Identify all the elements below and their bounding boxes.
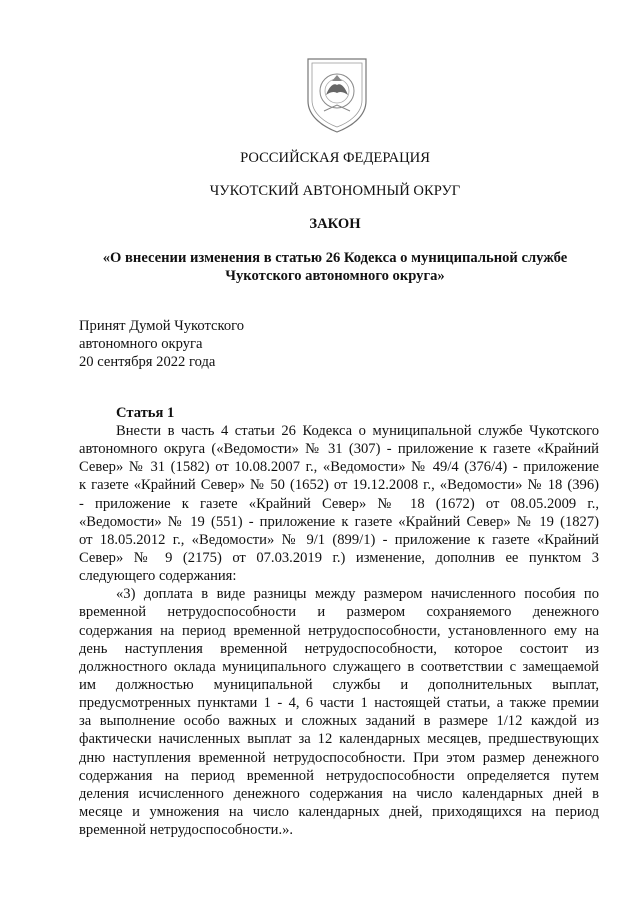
article-line: автономного округа («Ведомости» № 31 (307) - приложение к газете «Крайний [79, 441, 599, 458]
article-line: временной нетрудоспособности.». [79, 822, 294, 839]
article-heading: Статья 1 [116, 405, 175, 421]
adoption-line: автономного округа [79, 336, 203, 352]
article-line: должностного оклада муниципального служащего в соответствии с замещаемой [79, 658, 599, 675]
article-line: деления исчисленного денежного содержания на число календарных дней в [79, 785, 599, 802]
law-title-line: «О внесении изменения в статью 26 Кодекса о муниципальной службе [102, 250, 568, 266]
article-line: содержания на период временной нетрудоспособности определяется путем [79, 767, 599, 784]
doc-type-heading: ЗАКОН [309, 216, 361, 232]
country-heading: РОССИЙСКАЯ ФЕДЕРАЦИЯ [240, 150, 430, 166]
coat-of-arms-icon [304, 55, 370, 135]
article-line: им должностью муниципальной службы и дополнительных выплат, [79, 676, 599, 693]
adoption-date: 20 сентября 2022 года [79, 354, 216, 370]
article-line: к газете «Крайний Север» № 50 (1652) от 19.12.2008 г., «Ведомости» № 18 (396) [79, 477, 599, 494]
article-line: временной нетрудоспособности и размером сохраняемого денежного [79, 604, 599, 621]
article-line: «3) доплата в виде разницы между размером начисленного пособия по [116, 586, 599, 603]
adoption-note [79, 317, 244, 371]
law-title [40, 249, 630, 285]
region-heading: ЧУКОТСКИЙ АВТОНОМНЫЙ ОКРУГ [209, 183, 461, 199]
article-line: за выполнение особо важных и сложных заданий в размере 1/12 каждой из [79, 713, 599, 730]
article-line: от 18.05.2012 г., «Ведомости» № 9/1 (899/1) - приложение к газете «Крайний [79, 531, 599, 548]
article-line: Север» № 9 (2175) от 07.03.2019 г.) изменение, дополнив ее пунктом 3 [79, 549, 599, 566]
article-line: дню наступления временной нетрудоспособности. При этом размер денежного [79, 749, 599, 766]
article-line: Внести в часть 4 статьи 26 Кодекса о муниципальной службе Чукотского [116, 423, 599, 439]
article-line: предусмотренных пунктами 1 - 4, 6 части 1 настоящей статьи, а также премии [79, 695, 599, 712]
article-line: содержания на период временной нетрудоспособности, установленного ему на [79, 622, 599, 639]
article-line: «Ведомости» № 19 (551) - приложение к газете «Крайний Север» № 19 (1827) [79, 513, 599, 530]
article-line: день наступления временной нетрудоспособности, которое состоит из [79, 640, 599, 657]
adoption-line: Принят Думой Чукотского [79, 318, 245, 334]
article-text [79, 422, 599, 839]
article-line: фактически начисленных выплат за 12 календарных месяцев, предшествующих [79, 731, 599, 748]
article-line: месяце и умножения на число календарных дней, приходящихся на период [79, 803, 599, 820]
article-line: - приложение к газете «Крайний Север» № 18 (1672) от 08.05.2009 г., [79, 495, 599, 512]
article-line: следующего содержания: [79, 568, 237, 585]
law-title-line: Чукотского автономного округа» [225, 268, 445, 284]
article-line: Север» № 31 (1582) от 10.08.2007 г., «Ведомости» № 49/4 (376/4) - приложение [79, 459, 599, 476]
